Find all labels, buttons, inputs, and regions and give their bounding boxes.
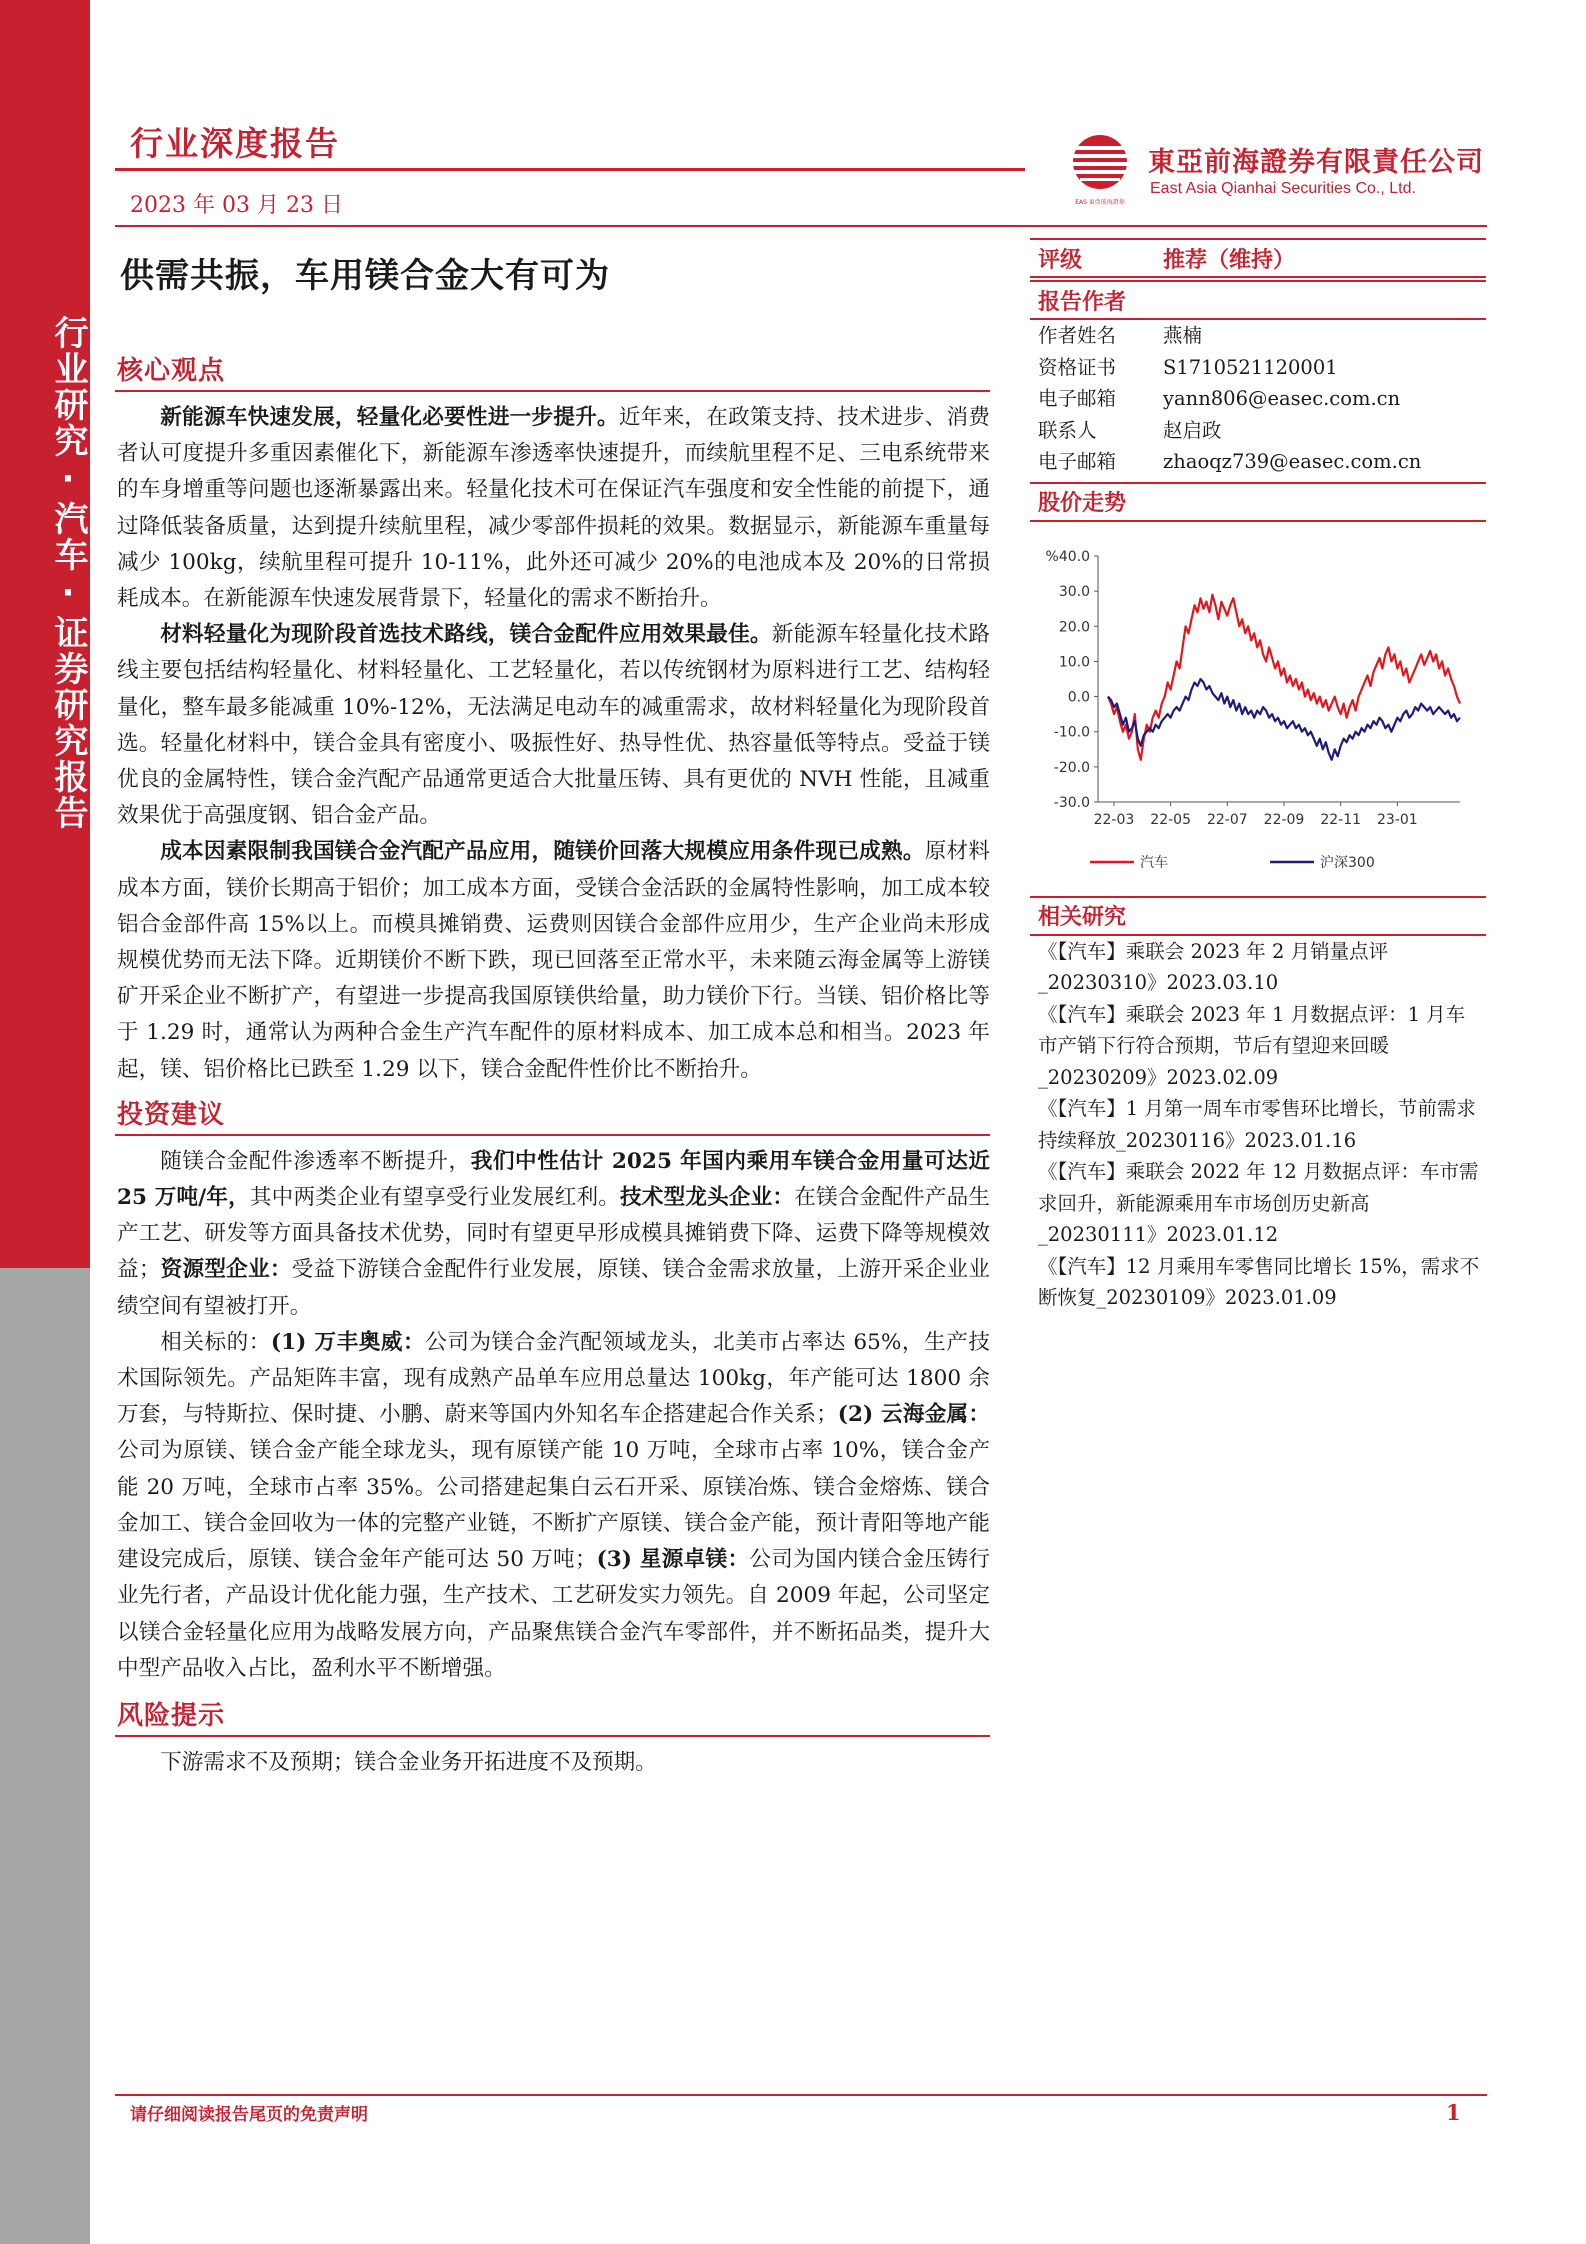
author-info-row (1030, 352, 1486, 384)
core-p2-bold: 材料轻量化为现阶段首选技术路线，镁合金配件应用效果最佳。 (160, 622, 772, 648)
chart-legend-label: 汽车 (1140, 854, 1168, 871)
info-key: 作者姓名 (1038, 324, 1117, 347)
chart-x-tick-label: 23-01 (1377, 811, 1418, 828)
footer-disclaimer[interactable]: 请仔细阅读报告尾页的免责声明 (130, 2105, 368, 2125)
rating-label: 评级 (1038, 247, 1083, 273)
company-name-en: East Asia Qianhai Securities Co., Ltd. (1150, 180, 1416, 197)
invest-p1-bold: 我们中性估计 2025 年国内乘用车镁合金用量可达近 25 万吨/年， (117, 1148, 990, 1211)
invest-p1-d: 受益下游镁合金配件行业发展，原镁、镁合金需求放量，上游开采企业业绩空间有望被打开。 (117, 1257, 990, 1319)
header-divider (115, 168, 1025, 171)
rating-bar (1030, 238, 1486, 278)
author-info-row (1030, 320, 1486, 352)
research-item[interactable]: 《【汽车】1 月第一周车市零售环比增长，节前需求持续释放_20230116》2023.01.16 (1038, 1097, 1476, 1152)
core-p1-text: 近年来，在政策支持、技术进步、消费者认可度提升多重因素催化下，新能源车渗透率快速提升，而续航里程不足、三电系统带来的车身增重等问题也逐渐暴露出来。轻量化技术可在保证汽车强度和安全性能的前提下，通过降低装备质量，达到提升续航里程，减少零部件损耗的效果。数据显示，新能源车重量每减少 100kg，续航里程可提升 10-11%，此外还可减少 20%的电池成本及 20%的日常损耗成本。在新能源车快速发展背景下，轻量化的需求不断抬升。 (117, 405, 990, 612)
report-type: 行业深度报告 (130, 124, 340, 163)
info-value: 赵启政 (1163, 418, 1222, 442)
info-key: 资格证书 (1038, 355, 1117, 379)
author-info-row (1030, 446, 1486, 478)
main-content (115, 350, 990, 1781)
section-heading-invest: 投资建议 (115, 1094, 990, 1136)
invest-p2-b1: (1) 万丰奥威： (270, 1329, 426, 1355)
related-research-heading (1030, 896, 1486, 936)
chart-y-tick-label: 30.0 (1058, 583, 1090, 600)
rating-value: 推荐（维持） (1163, 247, 1296, 273)
author-info-row (1030, 383, 1486, 415)
invest-p1-bold2: 技术型龙头企业： (620, 1185, 795, 1211)
section-investment (115, 1094, 990, 1687)
chart-y-tick-label: -30.0 (1053, 794, 1090, 811)
invest-paragraph-1 (117, 1144, 990, 1325)
info-key: 电子邮箱 (1038, 387, 1117, 410)
author-info-row (1030, 415, 1486, 447)
section-heading-core: 核心观点 (115, 350, 990, 392)
chart-x-tick-label: 22-07 (1206, 811, 1248, 828)
chart-y-tick-label: -10.0 (1053, 724, 1090, 741)
chart-series-line-hs300 (1108, 679, 1460, 760)
chart-y-tick-label: -20.0 (1053, 759, 1090, 776)
sidebar-category-text: 行业研究·汽车·证券研究报告 (48, 315, 88, 831)
section-heading-risk: 风险提示 (115, 1695, 990, 1737)
author-heading (1030, 280, 1486, 320)
section-core-views (115, 350, 990, 1088)
page-number: 1 (1446, 2100, 1461, 2125)
company-name-cn: 東亞前海證券有限責任公司 (1148, 147, 1484, 178)
info-value-email[interactable]: zhaoqz739@easec.com.cn (1163, 450, 1422, 473)
core-paragraph-3 (117, 834, 990, 1087)
report-title: 供需共振，车用镁合金大有可为 (120, 256, 610, 296)
chart-x-tick-label: 22-09 (1263, 811, 1305, 828)
chart-y-tick-label: 0.0 (1067, 689, 1090, 706)
core-paragraph-2 (117, 617, 990, 834)
info-value-email[interactable]: yann806@easec.com.cn (1163, 387, 1401, 410)
invest-p2-c: 公司为镁合金汽配领域龙头，北美市占率达 65%，生产技术国际领先。产品矩阵丰富，现有成熟产品单车应用总量达 100kg，年产能可达 1800 余万套，与特斯拉、保时捷、小鹏、蔚来等国内外知名车企搭建起合作关系； (117, 1329, 990, 1428)
invest-p2-b3: (3) 星源卓镁： (596, 1547, 750, 1573)
chart-x-tick-label: 22-11 (1320, 811, 1362, 828)
author-heading-text: 报告作者 (1038, 289, 1127, 315)
info-value: 燕楠 (1163, 324, 1203, 347)
logo-caption: EAS 東亞前海證券 (1075, 199, 1125, 206)
date-divider (115, 225, 1487, 227)
footer-divider (115, 2094, 1487, 2096)
invest-p2-e: 公司为国内镁合金压铸行业先行者，产品设计优化能力强，生产技术、工艺研发实力领先。自 2009 年起，公司坚定以镁合金轻量化应用为战略发展方向，产品聚焦镁合金汽车零部件，并不断拓品类，提升大中型产品收入占比，盈利水平不断增强。 (117, 1547, 990, 1681)
invest-p1-c: 在镁合金配件产品生产工艺、研发等方面具备技术优势，同时有望更早形成模具摊销费下降、运费下降等规模效益； (117, 1185, 990, 1283)
chart-y-tick-label: 10.0 (1058, 653, 1090, 670)
report-date: 2023 年 03 月 23 日 (130, 193, 343, 218)
sidebar-gray-band (0, 1268, 90, 2244)
invest-p2-a: 相关标的： (160, 1329, 271, 1355)
invest-p2-b2: (2) 云海金属： (837, 1402, 990, 1428)
core-p2-text: 新能源车轻量化技术路线主要包括结构轻量化、材料轻量化、工艺轻量化，若以传统钢材为原料进行工艺、结构轻量化，整车最多能减重 10%-12%，无法满足电动车的减重需求，故材料轻量化为现阶段首选。轻量化材料中，镁合金具有密度小、吸振性好、热导性优、热容量低等特点。受益于镁优良的金属特性，镁合金汽配产品通常更适合大批量压铸、具有更优的 NVH 性能，且减重效果优于高强度钢、铝合金产品。 (117, 622, 990, 829)
chart-y-tick-label: %40.0 (1045, 548, 1090, 565)
risk-paragraph: 下游需求不及预期；镁合金业务开拓进度不及预期。 (160, 1749, 657, 1775)
chart-y-tick-label: 20.0 (1058, 618, 1090, 635)
core-p1-bold: 新能源车快速发展，轻量化必要性进一步提升。 (160, 405, 619, 430)
info-key: 联系人 (1038, 418, 1097, 442)
company-logo-icon (1068, 132, 1132, 208)
price-trend-chart (1030, 526, 1486, 886)
core-p3-text: 原材料成本方面，镁价长期高于铝价；加工成本方面，受镁合金活跃的金属特性影响，加工成本较铝合金部件高 15%以上。而模具摊销费、运费则因镁合金部件应用少，生产企业尚未形成规模优势而无法下降。近期镁价不断下跌，现已回落至正常水平，未来随云海金属等上游镁矿开采企业不断扩产，有望进一步提高我国原镁供给量，助力镁价下行。当镁、铝价格比等于 1.29 时，通常认为两种合金生产汽车配件的原材料成本、加工成本总和相当。2023 年起，镁、铝价格比已跌至 1.29 以下，镁合金配件性价比不断抬升。 (117, 839, 990, 1082)
research-heading-text: 相关研究 (1038, 905, 1127, 930)
core-paragraph-1 (117, 400, 990, 617)
research-item[interactable]: 《【汽车】乘联会 2023 年 1 月数据点评：1 月车市产销下行符合预期，节后有望迎来回暖_20230209》2023.02.09 (1038, 1002, 1466, 1089)
invest-p1-bold3: 资源型企业： (160, 1257, 292, 1283)
section-risk (115, 1695, 990, 1781)
chart-legend-label: 沪深300 (1320, 854, 1375, 871)
invest-p2-d: 公司为原镁、镁合金产能全球龙头，现有原镁产能 10 万吨，全球市占率 10%，镁合金产能 20 万吨，全球市占率 35%。公司搭建起集白云石开采、原镁冶炼、镁合金熔炼、镁合金加工、镁合金回收为一体的完整产业链，不断扩产原镁、镁合金产能，预计青阳等地产能建设完成后，原镁、镁合金年产能可达 50 万吨； (117, 1438, 990, 1573)
info-value: S1710521120001 (1163, 355, 1338, 379)
research-item[interactable]: 《【汽车】12 月乘用车零售同比增长 15%，需求不断恢复_20230109》2023.01.09 (1038, 1254, 1480, 1309)
price-heading-text: 股价走势 (1038, 491, 1127, 516)
price-trend-heading (1030, 482, 1486, 522)
chart-series-line-auto (1108, 594, 1460, 759)
research-item[interactable]: 《【汽车】乘联会 2023 年 2 月销量点评_20230310》2023.03.10 (1038, 939, 1389, 994)
research-item[interactable]: 《【汽车】乘联会 2022 年 12 月数据点评：车市需求回升，新能源乘用车市场创历史新高_20230111》2023.01.12 (1038, 1160, 1479, 1246)
info-key: 电子邮箱 (1038, 450, 1117, 473)
invest-p1-a: 随镁合金配件渗透率不断提升， (160, 1148, 471, 1174)
invest-p1-b: 其中两类企业有望享受行业发展红利。 (249, 1185, 621, 1211)
chart-x-tick-label: 22-03 (1093, 811, 1135, 828)
chart-x-tick-label: 22-05 (1150, 811, 1191, 828)
core-p3-bold: 成本因素限制我国镁合金汽配产品应用，随镁价回落大规模应用条件现已成熟。 (160, 839, 925, 865)
author-info-list (1030, 320, 1486, 478)
right-column (1030, 238, 1486, 1314)
research-list (1030, 936, 1486, 1314)
invest-paragraph-2 (117, 1325, 990, 1687)
